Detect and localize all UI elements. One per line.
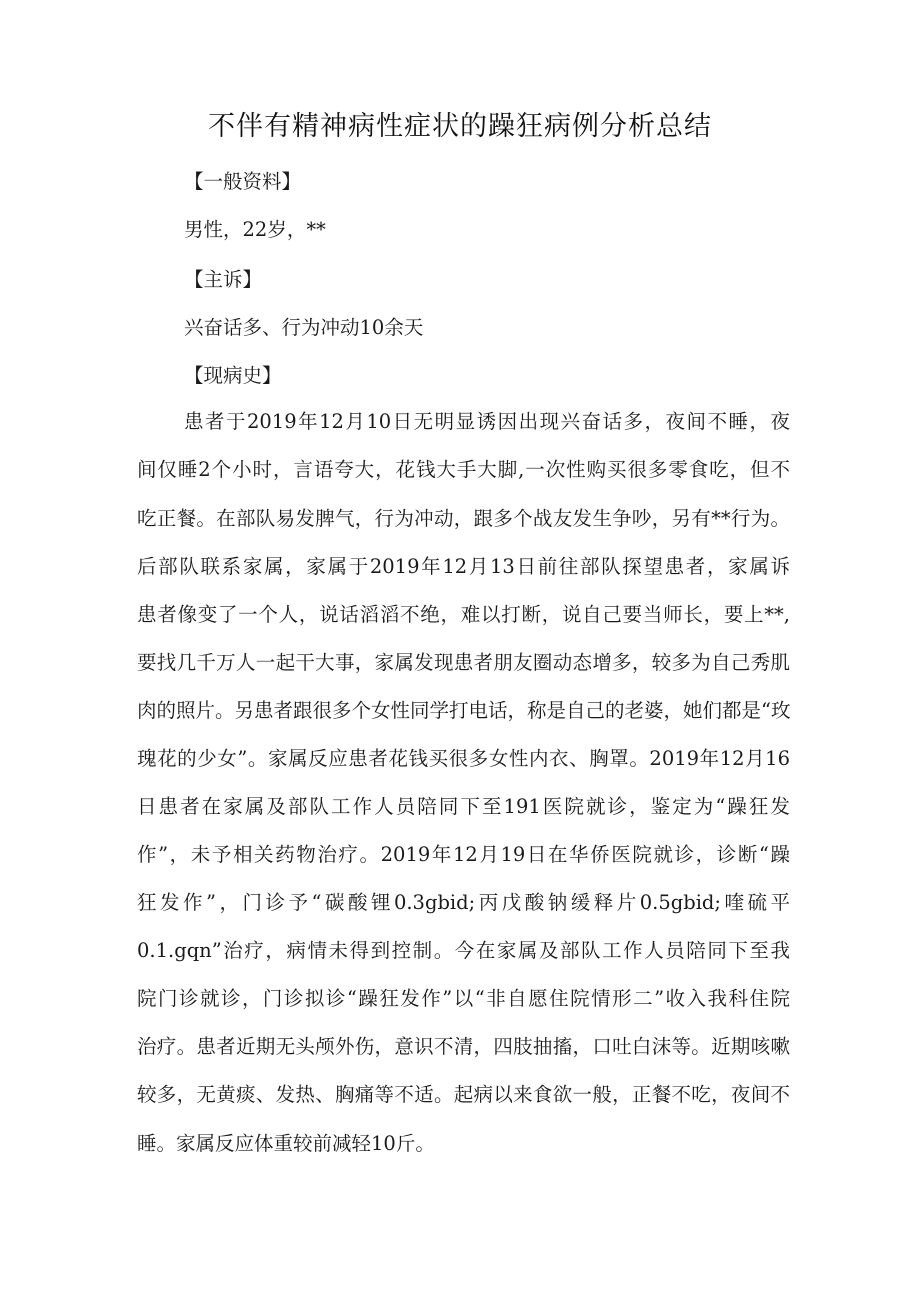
present-illness-line: 瑰花的少女”。家属反应患者花钱买很多女性内衣、胸罩。2019年12月16: [137, 747, 790, 770]
present-illness-line: 间仅睡2个小时，言语夸大，花钱大手大脚,一次性购买很多零食吃，但不: [137, 458, 790, 481]
general-info-content: 男性，22岁，**: [184, 218, 326, 241]
present-illness-line: 患者像变了一个人，说话滔滔不绝，难以打断，说自己要当师长，要上**,: [137, 603, 790, 626]
present-illness-line: 日患者在家属及部队工作人员陪同下至191医院就诊，鉴定为“躁狂发: [137, 795, 790, 818]
present-illness-line: 狂发作”，门诊予“碳酸锂0.3gbid;丙戊酸钠缓释片0.5gbid;喹硫平: [137, 891, 790, 914]
present-illness-line: 作”，未予相关药物治疗。2019年12月19日在华侨医院就诊，诊断“躁: [137, 843, 790, 866]
present-illness-line: 后部队联系家属，家属于2019年12月13日前往部队探望患者，家属诉: [137, 555, 790, 578]
section-heading-general-info: 【一般资料】: [184, 170, 302, 193]
chief-complaint-content: 兴奋话多、行为冲动10余天: [184, 316, 424, 339]
present-illness-line: 睡。家属反应体重较前减轻10斤。: [137, 1132, 435, 1155]
document-title: 不伴有精神病性症状的躁狂病例分析总结: [208, 111, 712, 142]
present-illness-line: 院门诊就诊，门诊拟诊“躁狂发作”以“非自愿住院情形二”收入我科住院: [137, 987, 790, 1010]
present-illness-line: 治疗。患者近期无头颅外伤，意识不清，四肢抽搐，口吐白沫等。近期咳嗽: [137, 1035, 790, 1058]
present-illness-line: 较多，无黄痰、发热、胸痛等不适。起病以来食欲一般，正餐不吃，夜间不: [137, 1083, 790, 1106]
section-heading-present-illness: 【现病史】: [184, 364, 282, 387]
present-illness-line: 吃正餐。在部队易发脾气，行为冲动，跟多个战友发生争吵，另有**行为。: [137, 507, 790, 530]
present-illness-line: 患者于2019年12月10日无明显诱因出现兴奋话多，夜间不睡，夜: [184, 410, 790, 433]
present-illness-line: 0.1.gqn”治疗，病情未得到控制。今在家属及部队工作人员陪同下至我: [137, 939, 790, 962]
section-heading-chief-complaint: 【主诉】: [184, 268, 263, 291]
present-illness-line: 要找几千万人一起干大事，家属发现患者朋友圈动态增多，较多为自己秀肌: [137, 651, 790, 674]
present-illness-line: 肉的照片。另患者跟很多个女性同学打电话，称是自己的老婆，她们都是“玫: [137, 699, 791, 722]
